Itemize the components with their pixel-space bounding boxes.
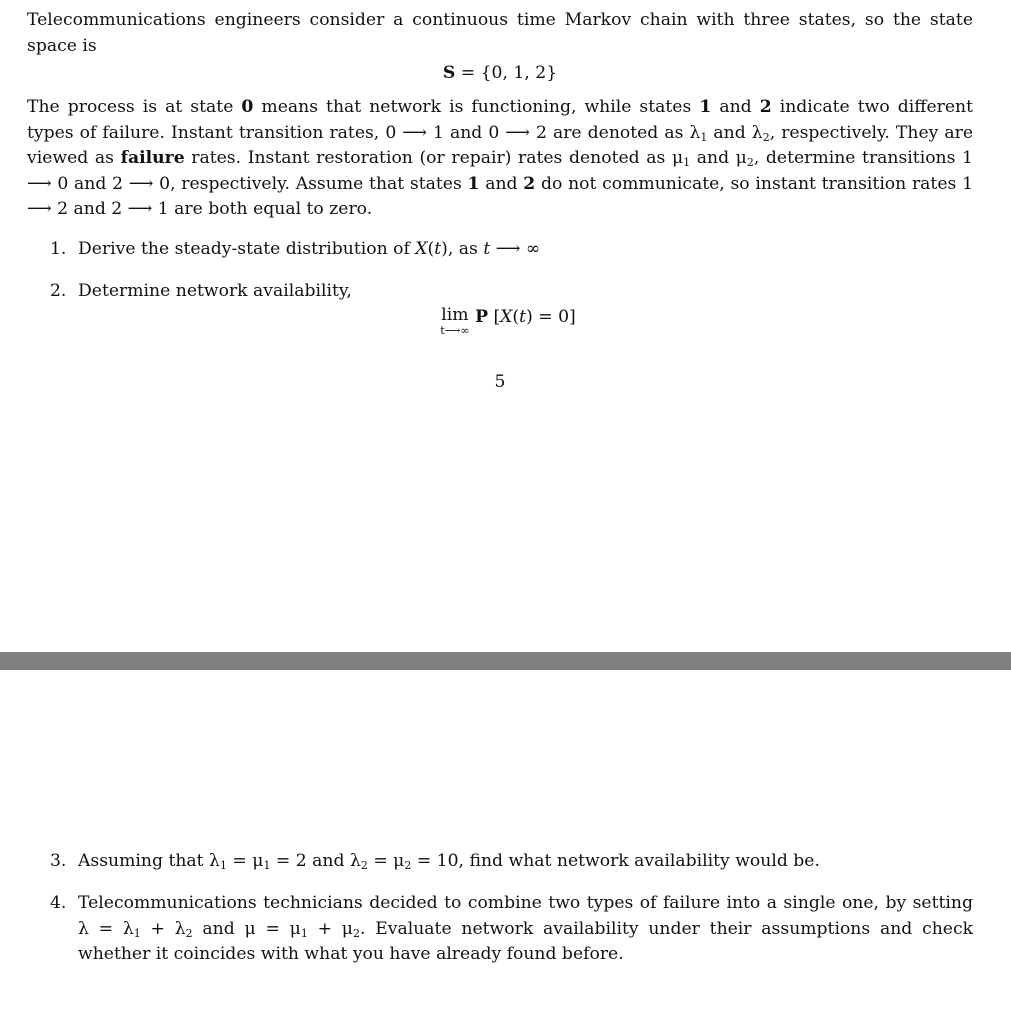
question-1	[50, 237, 973, 263]
math-var: t	[519, 307, 527, 327]
text-run: + μ	[307, 918, 353, 939]
text-run: [	[488, 307, 501, 327]
text-run: Assuming that λ	[78, 851, 220, 871]
text-run: and μ = μ	[192, 918, 301, 939]
question-number: 2.	[50, 281, 67, 301]
subscript: 1	[219, 859, 227, 872]
text-run: and	[711, 97, 760, 117]
math-var: X	[500, 307, 513, 327]
math-var: t	[434, 239, 442, 259]
subscript: 1	[683, 156, 691, 169]
text-run: indicate two different types of failure. Instant transition rates, 0 ⟶ 1 and 0 ⟶ 2 are denoted as λ	[27, 97, 973, 143]
text-run: = μ	[367, 851, 405, 871]
question-number: 3.	[50, 851, 67, 871]
state-2: 2	[759, 97, 772, 117]
text-run: ) = 0]	[526, 307, 576, 327]
subscript: 1	[133, 926, 141, 940]
state-0: 0	[241, 97, 254, 117]
question-number: 4.	[50, 893, 67, 913]
question-text: Determine network availability,	[78, 281, 352, 301]
text-run: rates. Instant restoration (or repair) rates denoted as μ	[184, 148, 684, 168]
subscript: 1	[300, 926, 308, 940]
text-run: = μ	[226, 851, 264, 871]
availability-formula	[8, 305, 1008, 337]
page-divider	[0, 652, 1011, 670]
state-space-equation	[0, 61, 1000, 87]
state-1: 1	[699, 97, 712, 117]
text-run: The process is at state	[27, 97, 242, 117]
intro-text: Telecommunications engineers consider a continuous time Markov chain with three states, so the state space is	[27, 10, 973, 56]
text-run: Telecommunications technicians decided to combine two types of failure into a single one, by setting λ = λ	[78, 893, 973, 939]
text-run: (	[427, 239, 435, 259]
question-number: 1.	[50, 239, 67, 259]
text-run: ⟶ ∞	[490, 239, 541, 259]
page-bottom	[0, 670, 1011, 1024]
math-var: X	[415, 239, 428, 259]
intro-paragraph	[27, 8, 973, 59]
lim-label: lim	[441, 305, 469, 325]
math-var: t	[483, 239, 491, 259]
text-run: means that network is functioning, while states	[253, 97, 700, 117]
question-3	[50, 849, 973, 875]
limit-operator	[440, 305, 469, 337]
subscript: 1	[263, 859, 271, 872]
lim-subscript: t⟶∞	[440, 324, 470, 337]
page-number: 5	[494, 372, 506, 392]
subscript: 2	[404, 859, 412, 872]
state-1: 1	[467, 173, 480, 194]
subscript: 2	[352, 926, 360, 940]
subscript: 2	[185, 926, 193, 940]
text-run: + λ	[140, 918, 186, 939]
text-run: = 2 and λ	[270, 851, 361, 871]
text-run: and μ	[690, 148, 747, 168]
text-run: and	[479, 173, 524, 194]
text-run: = 10, find what network availability would be.	[411, 851, 820, 871]
question-2	[50, 279, 973, 305]
text-run: (	[512, 307, 520, 327]
text-run: and λ	[707, 122, 763, 143]
question-4	[50, 891, 973, 968]
text-run: . Evaluate network availability under their assumptions and check whether it coincides with what you have already found before.	[78, 918, 973, 964]
process-description-paragraph	[27, 95, 973, 223]
text-run: , respectively. They are viewed as	[27, 122, 974, 168]
failure-keyword: failure	[120, 148, 185, 168]
text-run: do not communicate, so instant transition rates 1 ⟶ 2 and 2 ⟶ 1 are both equal to zero.	[27, 173, 973, 219]
subscript: 2	[746, 156, 754, 169]
subscript: 2	[762, 130, 770, 144]
text-run: Derive the steady-state distribution of	[78, 239, 416, 259]
text-run: , determine transitions 1 ⟶ 0 and 2 ⟶ 0, respectively. Assume that states	[27, 148, 973, 194]
state-space-symbol: S	[442, 63, 456, 83]
state-space-set: = {0, 1, 2}	[460, 63, 558, 83]
subscript: 1	[700, 130, 708, 144]
text-run: ), as	[441, 239, 484, 259]
state-2: 2	[523, 173, 536, 194]
subscript: 2	[360, 859, 368, 872]
probability-symbol: P	[475, 307, 488, 327]
